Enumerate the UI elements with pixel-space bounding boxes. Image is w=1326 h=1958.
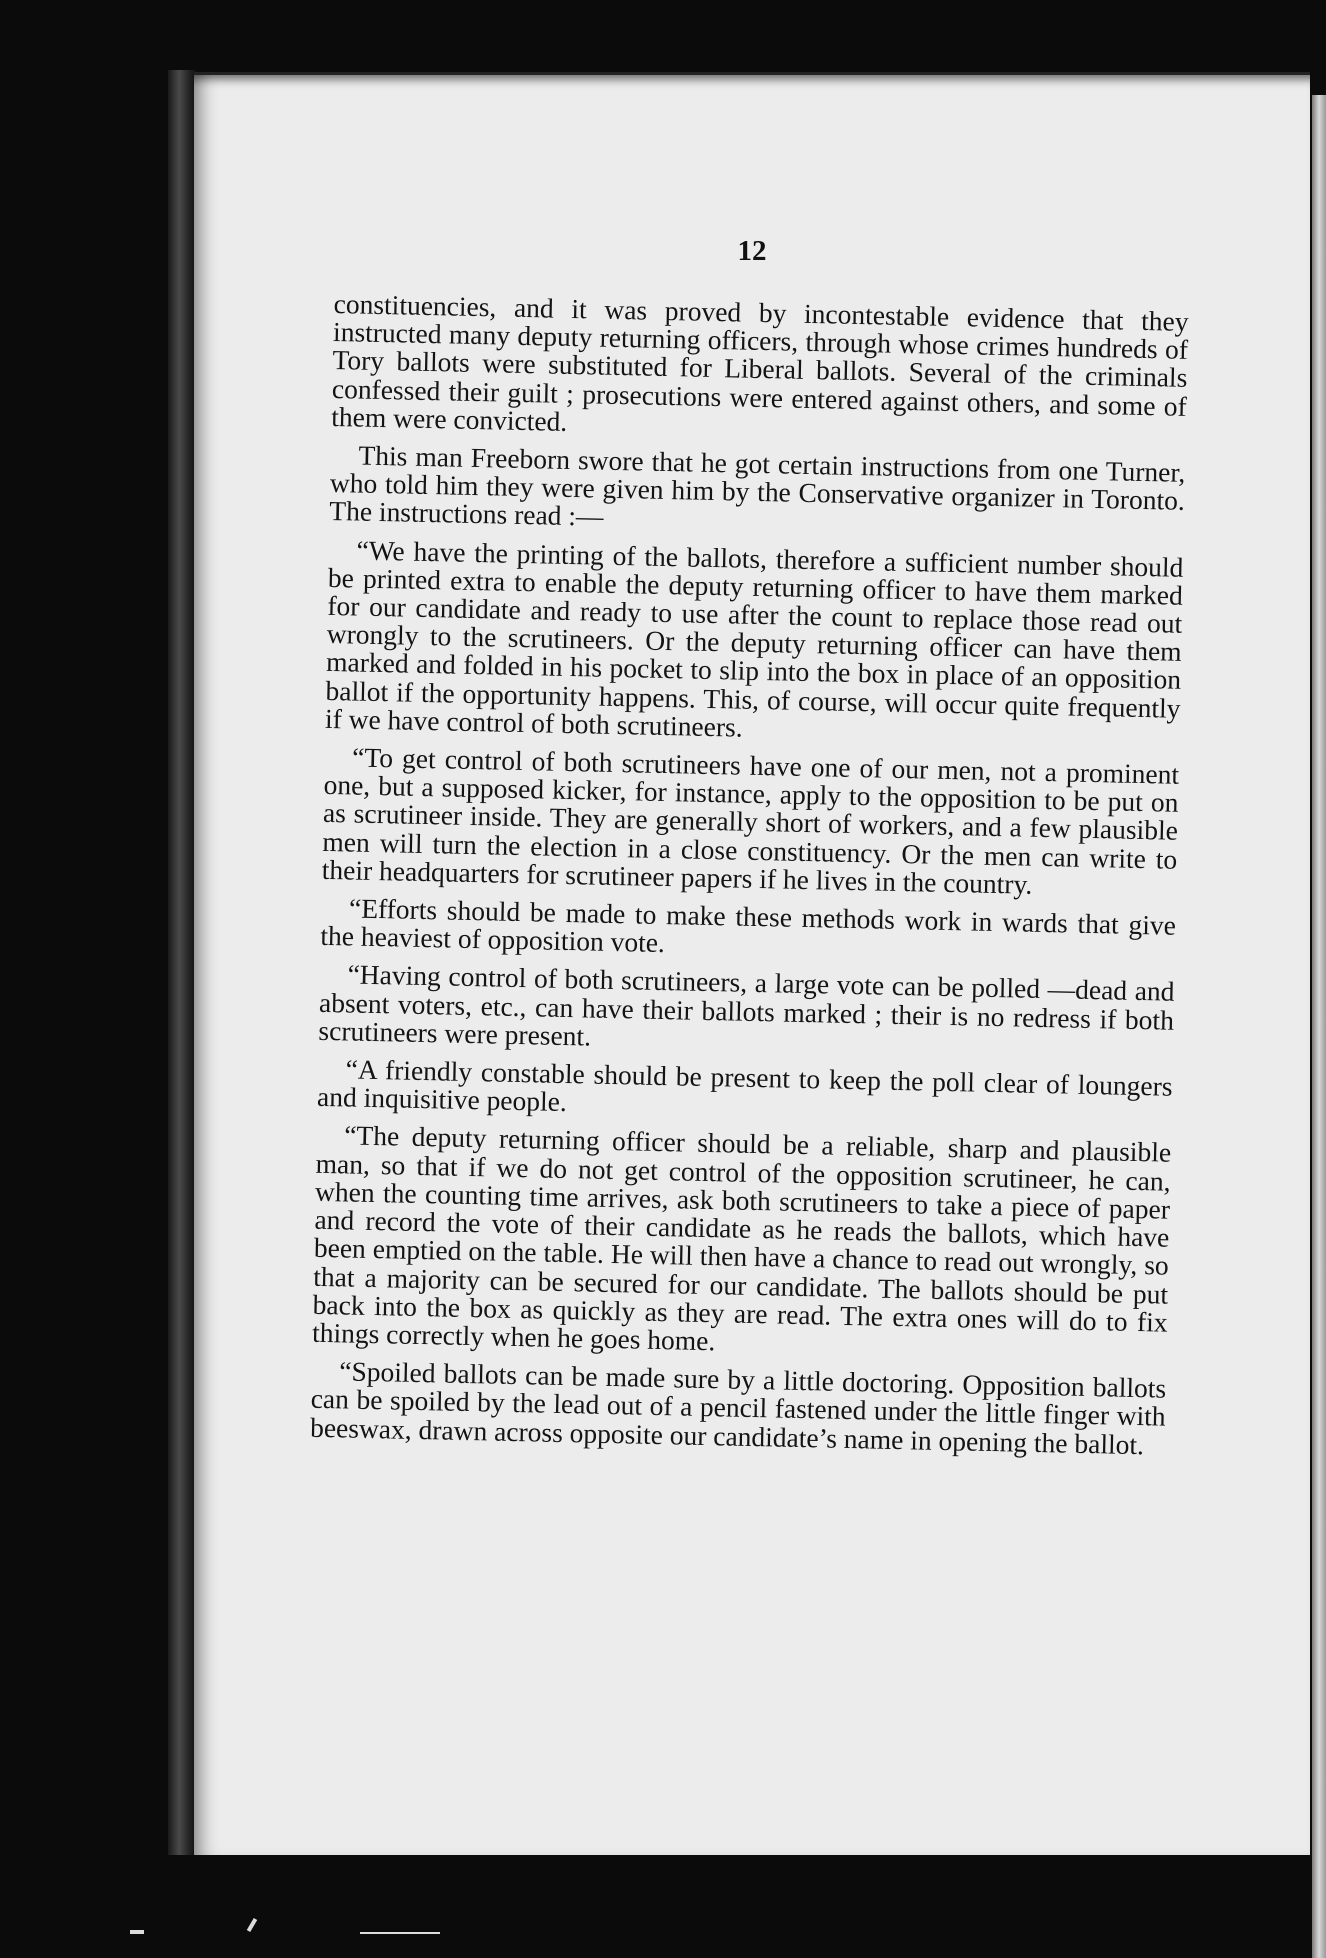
paragraph: “Efforts should be made to make these methods work in wards that give the heaviest of opposition vote. xyxy=(320,892,1177,959)
paragraph: “We have the printing of the ballots, therefore a sufficient number should be printed extra to enable the deputy returning officer to have them marked for our candidate and ready to use after the count to replace those read out wrongly to the scrutineers. Or the deputy returning officer can have them marked and folded in his pocket to slip into the box in place of an opposition ballot if the opportunity happens. This, of course, will occur quite frequently if we have control of both scrutineers. xyxy=(324,534,1184,743)
page-edge xyxy=(1312,95,1326,1958)
paragraph: “To get control of both scrutineers have one of our men, not a prominent one, but a supposed kicker, for instance, apply to the opposition to be put on as scrutineer inside. They are generally short of workers, and a few plausible men will turn the election in a close constituency. Or the men can write to their headquarters for scrutineer papers if he lives in the country. xyxy=(321,741,1180,900)
page-number: 12 xyxy=(737,235,767,267)
book-spine-shadow xyxy=(168,70,196,1855)
paragraph: This man Freeborn swore that he got certain instructions from one Turner, who told him they were given him by the Conservative organizer in Toronto. The instructions read :— xyxy=(329,439,1186,533)
scan-speck xyxy=(130,1930,144,1934)
paragraph: “Having control of both scrutineers, a large vote can be polled —dead and absent voters, etc., can have their ballots marked ; their is no redress if both scrutineers were present. xyxy=(318,958,1175,1052)
scan-speck xyxy=(360,1932,440,1934)
body-text xyxy=(310,290,1189,1469)
paragraph: “The deputy returning officer should be a reliable, sharp and plausible man, so that if we do not get control of the opposition scrutineer, he can, when the counting time arrives, ask both scrutineers to take a piece of paper and record the vote of their candidate as he reads the ballots, which have been emptied on the table. He will then have a chance to read out wrongly, so that a majority can be secured for our candidate. The ballots should be put back into the box as quickly as they are read. The extra ones will do to fix things correctly when he goes home. xyxy=(311,1119,1172,1357)
scan-speck xyxy=(247,1918,257,1932)
paragraph: “A friendly constable should be present to keep the poll clear of loungers and inquisitive people. xyxy=(316,1053,1173,1118)
paragraph: constituencies, and it was proved by incontestable evidence that they instructed many deputy returning officers, through whose crimes hundreds of Tory ballots were substituted for Liberal ballots. Several of the criminals confessed their guilt ; prosecutions were entered against others, and some of them were convicted. xyxy=(331,288,1189,437)
paragraph: “Spoiled ballots can be made sure by a little doctoring. Opposition ballots can be spoiled by the lead out of a pencil fastened under the little finger with beeswax, drawn across opposite our candidate’s name in opening the ballot. xyxy=(309,1355,1167,1460)
book-page xyxy=(194,72,1310,1855)
